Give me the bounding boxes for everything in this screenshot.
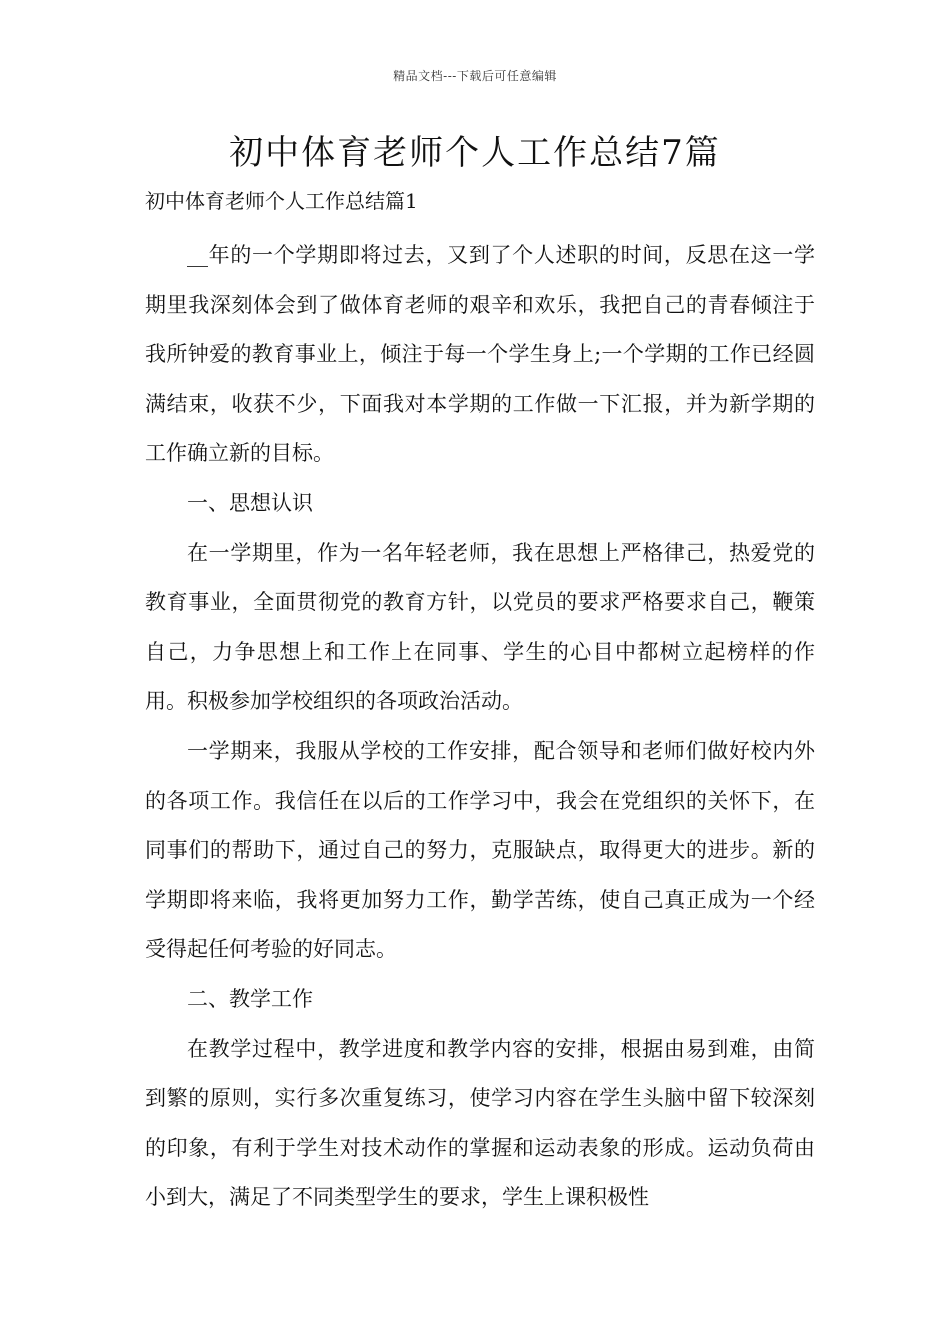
document-subtitle: 初中体育老师个人工作总结篇1 bbox=[145, 189, 418, 213]
document-body bbox=[145, 185, 815, 1223]
section-heading-thought: 一、思想认识 bbox=[187, 490, 313, 515]
document-title: 初中体育老师个人工作总结7篇 bbox=[229, 133, 721, 173]
paragraph-thought-2: 一学期来，我服从学校的工作安排，配合领导和老师们做好校内外的各项工作。我信任在以后的工作学习中，我会在党组织的关怀下，在同事们的帮助下，通过自己的努力，克服缺点，取得更大的进步。新的学期即将来临，我将更加努力工作，勤学苦练，使自己真正成为一个经受得起任何考验的好同志。 bbox=[145, 738, 815, 962]
section-heading-teaching: 二、教学工作 bbox=[187, 986, 313, 1011]
paragraph-teaching-1: 在教学过程中，教学进度和教学内容的安排，根据由易到难，由简到繁的原则，实行多次重复练习，使学习内容在学生头脑中留下较深刻的印象，有利于学生对技术动作的掌握和运动表象的形成。运动负荷由小到大，满足了不同类型学生的要求，学生上课积极性 bbox=[145, 1036, 815, 1210]
paragraph-intro: __年的一个学期即将过去，又到了个人述职的时间，反思在这一学期里我深刻体会到了做体育老师的艰辛和欢乐，我把自己的青春倾注于我所钟爱的教育事业上，倾注于每一个学生身上;一个学期的工作已经圆满结束，收获不少，下面我对本学期的工作做一下汇报，并为新学期的工作确立新的目标。 bbox=[145, 243, 815, 466]
paragraph-thought-1: 在一学期里，作为一名年轻老师，我在思想上严格律己，热爱党的教育事业，全面贯彻党的教育方针，以党员的要求严格要求自己，鞭策自己，力争思想上和工作上在同事、学生的心目中都树立起榜样的作用。积极参加学校组织的各项政治活动。 bbox=[145, 540, 815, 714]
header-note: 精品文档---下载后可任意编辑 bbox=[393, 69, 557, 83]
